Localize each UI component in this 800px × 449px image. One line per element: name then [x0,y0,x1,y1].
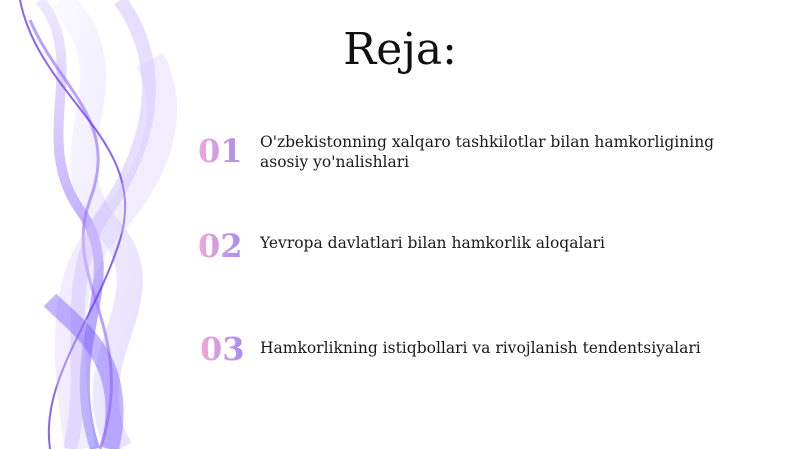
slide-title: Reja: [343,24,457,75]
agenda-item-2 [196,220,756,280]
agenda-item-1 [196,125,756,185]
svg-text:03: 03 [200,330,245,368]
item-number-3 [196,323,252,373]
svg-text:01: 01 [198,132,243,170]
agenda-item-3 [196,323,756,383]
item-number-2 [196,220,252,270]
item-number-1 [196,125,252,175]
svg-text:02: 02 [198,227,243,265]
item-text-3: Hamkorlikning istiqbollari va rivojlanish tendentsiyalari [260,339,701,357]
item-text-2: Yevropa davlatlari bilan hamkorlik aloqalari [260,234,606,252]
item-text-1: O'zbekistonning xalqaro tashkilotlar bilan hamkorligining asosiy yo'nalishlari [260,133,715,171]
